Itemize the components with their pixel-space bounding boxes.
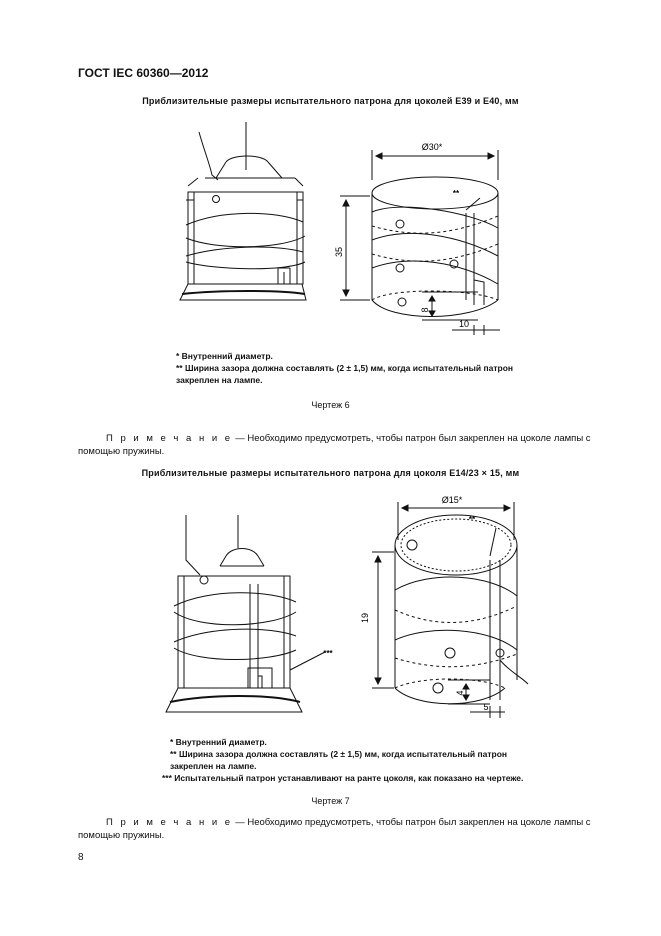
figure7-gap-mark: **: [468, 515, 476, 524]
note-prefix: П р и м е ч а н и е: [106, 817, 233, 828]
figure6-diameter-label: Ø30*: [421, 142, 443, 152]
figure6-footnote-2-cont: закреплен на лампе.: [176, 375, 263, 385]
note-prefix: П р и м е ч а н и е: [106, 433, 233, 444]
figure7-height-label: 19: [360, 612, 370, 624]
figure7-bottom-label: 4: [455, 690, 465, 696]
figure7-perspective-view: [372, 502, 528, 718]
figure6-width-label: 10: [458, 319, 470, 329]
figure7-footnote-2-cont: закреплен на лампе.: [170, 761, 257, 771]
figure7-caption: Приблизительные размеры испытательного патрона для цоколя E14/23 × 15, мм: [141, 468, 520, 478]
document-header: ГОСТ IEC 60360—2012: [78, 66, 209, 80]
note-text: — Необходимо предусмотреть, чтобы патрон был закреплен на цоколе лампы с помощью пружины.: [78, 433, 591, 457]
figure6-height-label: 35: [334, 246, 344, 258]
figure7-width-label: 5: [483, 702, 489, 712]
figure7-side-view: [166, 515, 325, 712]
figure7-diameter-label: Ø15*: [441, 495, 463, 505]
figure7-footnote-2: ** Ширина зазора должна составлять (2 ± 1,5) мм, когда испытательный патрон: [170, 749, 508, 759]
figure7-ring-mark: ***: [323, 649, 333, 658]
figure6-footnote-2: ** Ширина зазора должна составлять (2 ± 1,5) мм, когда испытательный патрон: [176, 363, 514, 373]
figure6-gap-mark: **: [452, 189, 460, 198]
figure6-label: Чертеж 6: [311, 400, 350, 410]
figure6-footnote-1: * Внутренний диаметр.: [176, 351, 273, 361]
figure7-footnote-3: *** Испытательный патрон устанавливают на ранте цоколя, как показано на чертеже.: [162, 773, 524, 783]
note-text: — Необходимо предусмотреть, чтобы патрон был закреплен на цоколе лампы с помощью пружины.: [78, 817, 591, 841]
figure7-label: Чертеж 7: [311, 796, 350, 806]
page-number: 8: [78, 852, 84, 863]
figure7-footnote-1: * Внутренний диаметр.: [170, 737, 267, 747]
figure6-caption: Приблизительные размеры испытательного патрона для цоколей E39 и E40, мм: [142, 96, 519, 106]
figure7-note: [78, 816, 618, 842]
figure6-bottom-label: 8: [420, 307, 430, 313]
